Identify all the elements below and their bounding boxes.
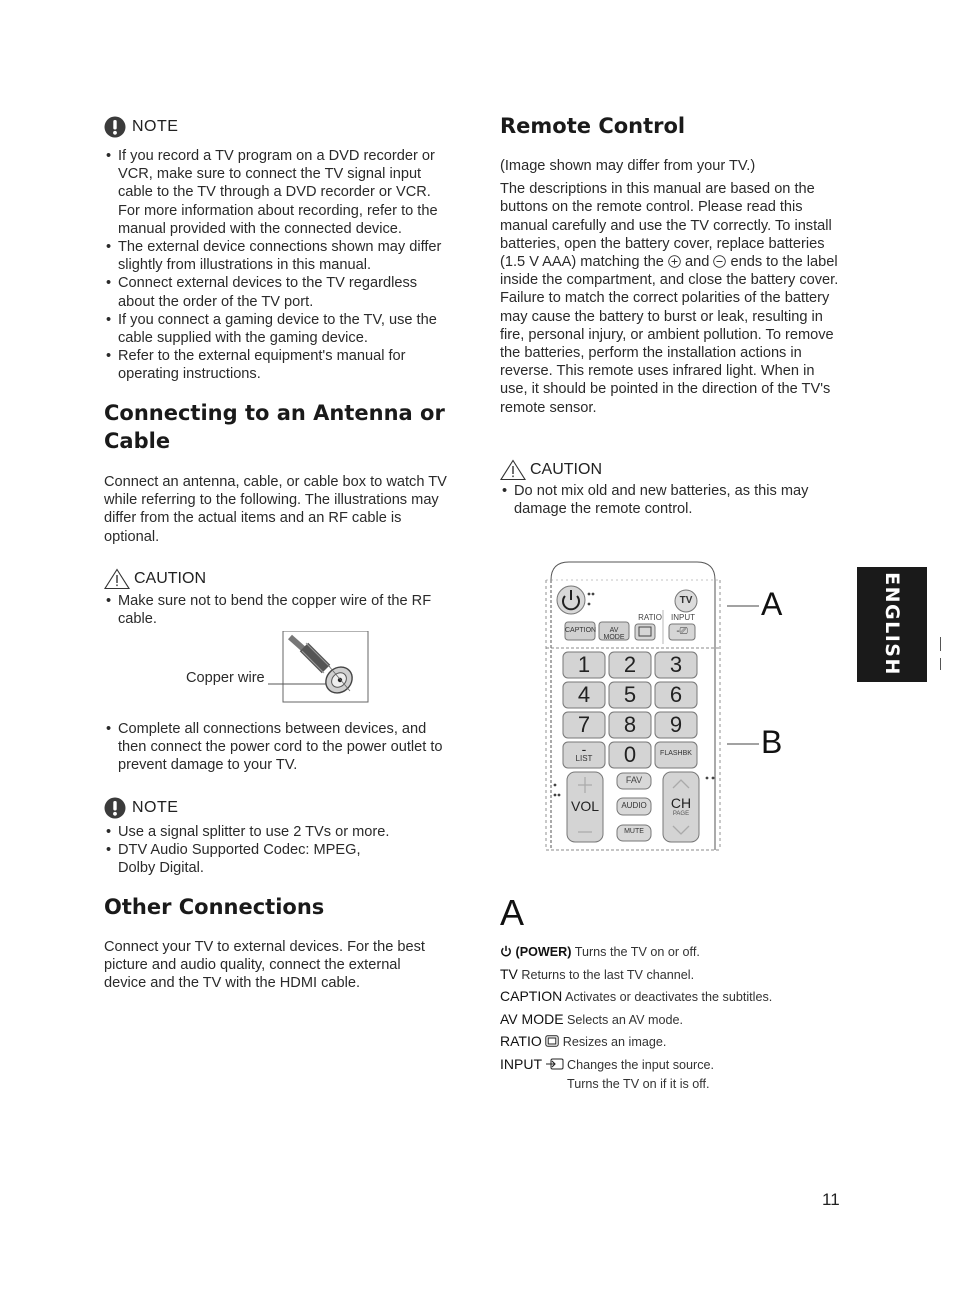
- tv-button[interactable]: TV: [679, 595, 693, 606]
- legend-extra: Turns the TV on if it is off.: [567, 1076, 710, 1091]
- margin-mark: [940, 637, 941, 651]
- caution-heading: [500, 459, 845, 481]
- dash-button[interactable]: -: [581, 741, 587, 757]
- copper-wire-figure: [186, 631, 370, 703]
- legend-row: [500, 986, 840, 1009]
- ratio-label: RATIO: [638, 613, 662, 622]
- antenna-heading: [104, 399, 464, 455]
- other-body: Connect your TV to external devices. For the best picture and audio quality, connect the external device and the TV with the HDMI cable.: [104, 939, 425, 992]
- list-item: • Do not mix old and new batteries, as this may damage the remote control.: [500, 482, 830, 518]
- digit-button[interactable]: 9: [669, 712, 683, 737]
- note-2: [104, 797, 449, 878]
- input-source-icon: [546, 1058, 564, 1070]
- page-number: 11: [822, 1190, 840, 1209]
- caption-button[interactable]: CAPTION: [565, 627, 597, 634]
- remote-description: [500, 157, 845, 422]
- section-a-label: A: [500, 892, 525, 933]
- mute-button[interactable]: MUTE: [624, 828, 644, 835]
- remote-heading: Remote Control: [500, 114, 686, 138]
- caution-title: CAUTION: [530, 461, 602, 478]
- remote-illustration: [545, 560, 785, 855]
- input-button[interactable]: -⎚: [676, 626, 688, 637]
- language-tab-label: ENGLISH: [881, 572, 903, 676]
- note-title: NOTE: [132, 118, 179, 135]
- channel-rocker[interactable]: CH: [670, 795, 692, 811]
- input-label: INPUT: [671, 613, 695, 622]
- legend-row: [500, 942, 840, 964]
- left-note: [104, 116, 449, 384]
- legend-desc: Returns to the last TV channel.: [521, 967, 695, 982]
- heading-line: Connecting to an Antenna or: [104, 401, 445, 425]
- remote-paragraph: [500, 180, 845, 417]
- caution-heading: [104, 568, 449, 590]
- list-item: • Connect external devices to the TV regardless about the order of the TV port.: [104, 274, 449, 310]
- figure-label: Copper wire: [186, 670, 265, 686]
- note-title: NOTE: [132, 799, 179, 816]
- ratio-icon: [545, 1035, 559, 1047]
- legend-desc: Selects an AV mode.: [567, 1012, 684, 1027]
- note-list: [104, 147, 449, 384]
- list-item: • The external device connections shown may differ slightly from illustrations in this manual.: [104, 238, 449, 274]
- button-legend: [500, 942, 840, 1091]
- list-item: • Complete all connections between devices, and then connect the power cord to the power outlet to prevent damage to your TV.: [104, 720, 449, 775]
- note-heading: [104, 116, 449, 138]
- list-item: • If you connect a gaming device to the TV, use the cable supplied with the gaming device.: [104, 311, 449, 347]
- paragraph-part: and: [684, 254, 710, 271]
- digit-button[interactable]: 3: [669, 652, 683, 677]
- language-tab: [857, 567, 927, 682]
- legend-row: [500, 1009, 840, 1032]
- warning-triangle-icon: [104, 568, 130, 590]
- plus-circle-icon: [668, 255, 681, 268]
- remote-intro: (Image shown may differ from your TV.): [500, 158, 756, 174]
- heading-line: Cable: [104, 429, 171, 453]
- label-b: B: [761, 724, 783, 760]
- legend-key: CAPTION: [500, 988, 563, 1005]
- after-caution: [104, 720, 449, 775]
- minus-circle-icon: [713, 255, 726, 268]
- note-list: [104, 823, 394, 878]
- note-icon: [104, 116, 126, 138]
- antenna-body: Connect an antenna, cable, or cable box to watch TV while referring to the following. The illustrations may differ from the actual items and an RF cable is optional.: [104, 474, 447, 545]
- volume-rocker[interactable]: VOL: [570, 798, 599, 814]
- rf-cable-illustration: [266, 631, 370, 703]
- digit-button[interactable]: 8: [623, 712, 637, 737]
- av-mode-button[interactable]: AV MODE: [603, 627, 625, 641]
- zero-button[interactable]: 0: [623, 742, 637, 767]
- caution-list: [104, 592, 449, 628]
- list-button[interactable]: LIST: [575, 754, 593, 763]
- remote-caution: [500, 459, 845, 518]
- list-item: • Use a signal splitter to use 2 TVs or more.: [104, 823, 394, 841]
- digit-button[interactable]: 4: [577, 682, 591, 707]
- note-icon: [104, 797, 126, 819]
- digit-button[interactable]: 5: [623, 682, 637, 707]
- audio-button[interactable]: AUDIO: [621, 801, 647, 810]
- legend-desc: Changes the input source.: [567, 1057, 715, 1072]
- legend-key: INPUT: [500, 1055, 542, 1072]
- legend-desc: Resizes an image.: [562, 1035, 667, 1050]
- antenna-caution: [104, 568, 449, 628]
- digit-button[interactable]: 1: [577, 652, 591, 677]
- legend-key: (POWER): [515, 945, 572, 959]
- list-item: • DTV Audio Supported Codec: MPEG, Dolby Digital.: [104, 841, 394, 877]
- legend-row: [500, 1054, 840, 1077]
- flashback-button[interactable]: FLASHBK: [660, 750, 692, 757]
- warning-triangle-icon: [500, 459, 526, 481]
- connection-list: [104, 720, 449, 775]
- power-icon: [500, 945, 512, 957]
- caution-list: [500, 482, 830, 518]
- paragraph-part: ends to the label inside the compartment, and close the battery cover. Failure to match the correct polarities of the battery may cause the battery to burst or leak, resulting in fire, personal injury, or ambient pollution. To remove the batteries, perform the installation actions in reverse. This remote uses infrared light. When in use, it should be pointed in the direction of the TV's remote sensor.: [500, 254, 839, 416]
- paragraph-part: The descriptions in this manual are based on the buttons on the remote control. Please read this manual carefully and use the TV correctly. To install batteries, open the battery cover, replace batteries (1.5 V AAA) matching the: [500, 181, 832, 271]
- list-item: • If you record a TV program on a DVD recorder or VCR, make sure to connect the TV signal input cable to the TV through a DVD recorder or VCR. For more information about recording, refer to the manual provided with the connected device.: [104, 147, 449, 238]
- margin-mark: [940, 658, 941, 670]
- note-heading: [104, 797, 449, 819]
- page-label: PAGE: [672, 811, 690, 817]
- other-heading: Other Connections: [104, 895, 325, 919]
- digit-button[interactable]: 2: [623, 652, 637, 677]
- legend-key: TV: [500, 965, 518, 982]
- caution-title: CAUTION: [134, 570, 206, 587]
- legend-row: [500, 964, 840, 987]
- fav-button[interactable]: FAV: [625, 775, 643, 785]
- digit-button[interactable]: 6: [669, 682, 683, 707]
- legend-desc: Activates or deactivates the subtitles.: [565, 990, 773, 1005]
- label-a: A: [761, 586, 783, 622]
- list-item: • Refer to the external equipment's manual for operating instructions.: [104, 347, 449, 383]
- digit-button[interactable]: 7: [577, 712, 591, 737]
- legend-row: [500, 1031, 840, 1054]
- legend-key: RATIO: [500, 1033, 542, 1050]
- list-item: • Make sure not to bend the copper wire of the RF cable.: [104, 592, 449, 628]
- legend-key: AV MODE: [500, 1010, 564, 1027]
- legend-desc: Turns the TV on or off.: [574, 945, 700, 959]
